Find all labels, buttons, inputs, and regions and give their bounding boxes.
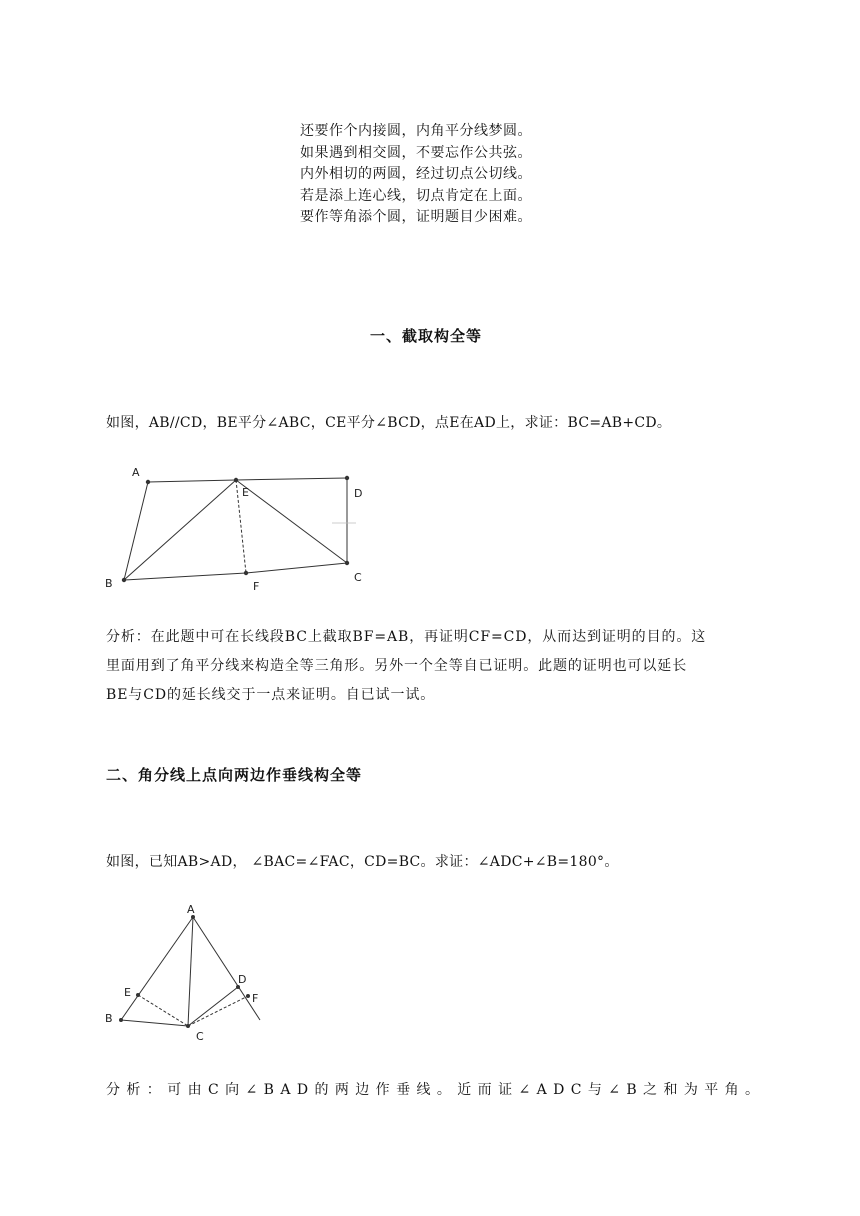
label-A: A bbox=[132, 466, 140, 479]
poem bbox=[300, 121, 532, 229]
section1-problem: 如图，AB//CD，BE平分∠ABC，CE平分∠BCD，点E在AD上，求证：BC=AB+CD。 bbox=[106, 415, 672, 431]
section2-heading: 二、角分线上点向两边作垂线构全等 bbox=[106, 766, 363, 784]
label-E: E bbox=[124, 986, 131, 999]
poem-line: 如果遇到相交圆，不要忘作公共弦。 bbox=[300, 144, 532, 161]
section2-analysis: 分析：可由C向∠BAD的两边作垂线。近而证∠ADC与∠B之和为平角。 bbox=[106, 1082, 766, 1098]
label-B: B bbox=[105, 1012, 113, 1025]
label-D: D bbox=[354, 487, 363, 500]
poem-line: 还要作个内接圆，内角平分线梦圆。 bbox=[300, 123, 532, 139]
label-A: A bbox=[187, 903, 195, 916]
label-D: D bbox=[238, 973, 247, 986]
analysis-line: 分析：在此题中可在长线段BC上截取BF=AB，再证明CF=CD，从而达到证明的目的。这 bbox=[106, 629, 707, 645]
label-E: E bbox=[242, 486, 249, 499]
section1-analysis bbox=[106, 623, 706, 710]
label-C: C bbox=[196, 1030, 204, 1043]
label-C: C bbox=[354, 571, 362, 584]
analysis-line: BE与CD的延长线交于一点来证明。自已试一试。 bbox=[106, 687, 436, 703]
label-B: B bbox=[105, 577, 113, 590]
section2-problem: 如图，已知AB>AD， ∠BAC=∠FAC，CD=BC。求证：∠ADC+∠B=180°。 bbox=[106, 854, 619, 870]
section1-heading: 一、截取构全等 bbox=[370, 327, 483, 345]
figure-2-angle-bisector bbox=[100, 900, 270, 1045]
label-F: F bbox=[253, 580, 260, 593]
analysis-line: 里面用到了角平分线来构造全等三角形。另外一个全等自已证明。此题的证明也可以延长 bbox=[106, 658, 688, 674]
poem-line: 要作等角添个圆，证明题目少困难。 bbox=[300, 209, 532, 225]
poem-line: 若是添上连心线，切点肯定在上面。 bbox=[300, 187, 532, 204]
poem-line: 内外相切的两圆，经过切点公切线。 bbox=[300, 166, 532, 182]
label-F: F bbox=[252, 992, 259, 1005]
figure-1-trapezoid bbox=[100, 460, 380, 595]
